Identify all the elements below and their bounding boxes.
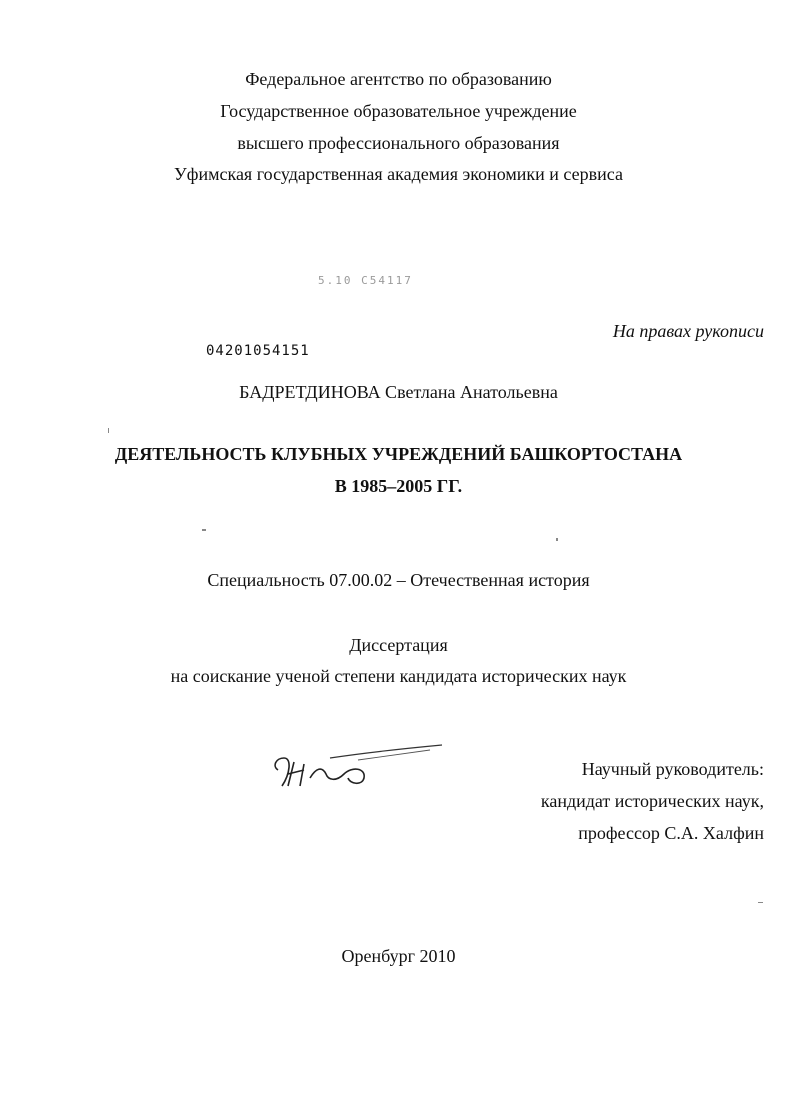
- specialty: Специальность 07.00.02 – Отечественная история: [207, 570, 590, 590]
- signature: [270, 740, 450, 800]
- scan-speck: [108, 428, 109, 433]
- header-line-1: Федеральное агентство по образованию: [245, 69, 552, 89]
- scan-speck: [758, 902, 763, 903]
- title-line-1: ДЕЯТЕЛЬНОСТЬ КЛУБНЫХ УЧРЕЖДЕНИЙ БАШКОРТОСТАНА: [114, 444, 683, 464]
- dissertation-degree: на соискание ученой степени кандидата исторических наук: [170, 666, 627, 686]
- registration-number: 04201054151: [206, 343, 310, 359]
- author-name: БАДРЕТДИНОВА Светлана Анатольевна: [239, 382, 558, 402]
- advisor-degree: кандидат исторических наук,: [540, 791, 764, 811]
- advisor-title: Научный руководитель:: [581, 759, 764, 779]
- scan-speck: [556, 538, 558, 541]
- header-line-4: Уфимская государственная академия экономики и сервиса: [174, 164, 623, 184]
- advisor-name: профессор С.А. Халфин: [578, 823, 764, 843]
- header-line-3: высшего профессионального образования: [237, 133, 560, 153]
- manuscript-note: На правах рукописи: [612, 321, 764, 341]
- scan-speck: [202, 529, 206, 531]
- title-line-2: В 1985–2005 ГГ.: [334, 476, 463, 496]
- faint-stamp: 5.10 C54117: [318, 274, 413, 287]
- header-line-2: Государственное образовательное учреждение: [220, 101, 577, 121]
- dissertation-label: Диссертация: [349, 635, 448, 655]
- footer-city-year: Оренбург 2010: [341, 946, 456, 966]
